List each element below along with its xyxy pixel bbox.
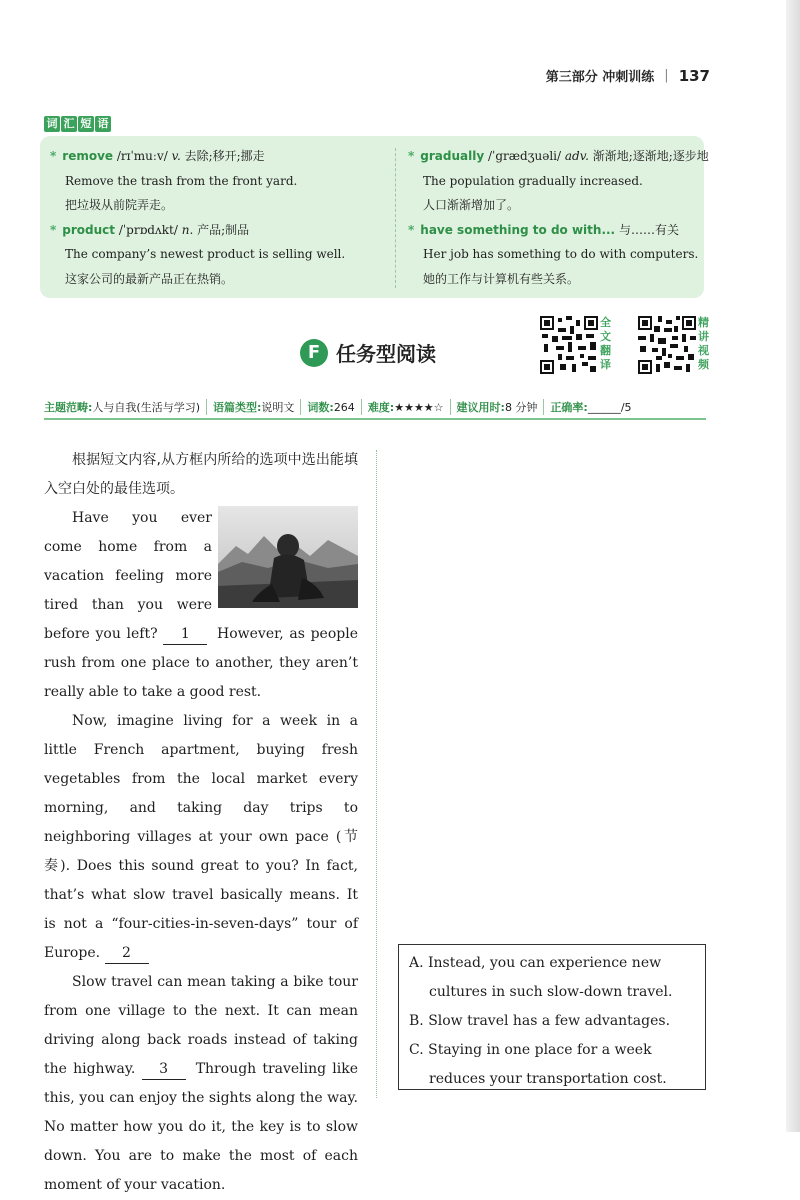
vocab-box [40,136,709,298]
paragraph-3: Slow travel can mean taking a bike tour from one village to the next. It can mean driving along back roads instead of taking the highway. 3 Through traveling like this, you can enjoy the sights along the way. No matter how you do it, the key is to slow down. You are to make the most of each moment of your vacation. [44,974,358,1193]
vocab-example-en: The population gradually increased. [423,173,643,188]
vocab-phonetic: /rɪˈmuːv/ [116,149,168,163]
qr-label-char: 文 [600,330,611,343]
qr-label-char: 视 [698,344,709,357]
vocab-word: product [62,222,116,237]
qr-code-icon[interactable] [540,316,598,374]
bullet-icon: * [408,222,415,237]
vocab-meaning: 去除;移开;挪走 [184,149,265,163]
passage-column-left [44,446,358,1200]
vocab-example-en: Her job has something to do with computers. [423,247,699,261]
meta-genre: 语篇类型:说明文 [207,399,301,415]
option-c[interactable]: C. Staying in one place for a week reduces your transportation cost. [409,1042,667,1087]
vocab-example-en: The company’s newest product is selling well. [65,247,346,261]
vocab-example-cn: 这家公司的最新产品正在热销。 [65,271,234,286]
qr-code-icon[interactable] [638,316,696,374]
page-number: 137 [678,66,710,85]
blank-3[interactable]: 3 [142,1059,186,1080]
vocab-tag-char: 语 [95,116,111,132]
option-a[interactable]: A. Instead, you can experience new cultures in such slow-down travel. [409,955,673,1000]
vocab-meaning: 渐渐地;逐渐地;逐步地 [592,149,709,163]
column-divider [376,450,377,1098]
bullet-icon: * [50,149,57,163]
header-separator: | [664,68,669,83]
paragraph-1: Have you ever come home from a vacation feeling more tired than you were before you left? 1 However, as people rush from one place to another, they aren’t really able to take a good rest. [44,504,358,707]
bullet-icon: * [50,222,57,237]
qr-label-char: 译 [600,358,611,371]
page-edge [786,0,800,1132]
vocab-pos: n. [181,222,194,237]
vocab-pos: v. [171,149,181,163]
vocab-meaning: 产品;制品 [197,222,250,237]
vocab-entry-head [408,218,700,243]
mountain-traveler-photo [218,506,358,608]
vocab-meaning: 与……有关 [618,222,679,237]
vocab-tag [44,116,111,132]
meta-bar [44,396,706,420]
vocab-column-left [50,144,370,291]
vocab-word: remove [62,149,114,163]
vocab-example-en: Remove the trash from the front yard. [65,173,298,188]
section-title [300,338,436,367]
qr-label [600,316,612,372]
vocab-tag-char: 短 [78,116,94,132]
instruction: 根据短文内容,从方框内所给的选项中选出能填入空白处的最佳选项。 [44,452,358,497]
vocab-word: gradually [420,149,485,163]
qr-label-char: 讲 [698,330,709,343]
vocab-phonetic: /ˈgrædʒuəli/ [488,149,562,163]
qr-label-char: 全 [600,316,611,329]
section-letter-badge: F [300,339,328,367]
options-box [398,944,706,1090]
vocab-word: have something to do with... [420,222,616,237]
page-header [546,66,710,85]
meta-accuracy: 正确率:______/5 [550,401,632,414]
section-title-text: 任务型阅读 [336,342,436,366]
blank-2[interactable]: 2 [105,943,149,964]
vocab-pos: adv. [564,149,589,163]
bullet-icon: * [408,149,415,163]
vocab-example-cn: 她的工作与计算机有些关系。 [423,271,580,286]
vocab-phonetic: /ˈprɒdʌkt/ [118,222,178,237]
qr-label-char: 频 [698,358,709,371]
qr-label-char: 翻 [600,344,611,357]
paragraph-2: Now, imagine living for a week in a little French apartment, buying fresh vegetables from the local market every morning, and taking day trips to neighboring villages at your own pace (节奏). Does this sound great to you? In fact, that’s what slow travel basically means. It is not a “four-cities-in-seven-days” tour of Europe. 2 [44,707,358,968]
meta-word-count: 词数:264 [301,399,361,415]
header-section: 第三部分 冲刺训练 [545,70,655,85]
vocab-divider [395,148,396,288]
qr-label [698,316,710,372]
vocab-tag-char: 词 [44,116,60,132]
vocab-entry-head [50,144,370,169]
blank-1[interactable]: 1 [163,624,207,645]
vocab-column-right [408,144,709,291]
meta-time: 建议用时:8 分钟 [451,399,545,415]
qr-label-char: 精 [698,316,709,329]
meta-theme: 主题范畴:人与自我(生活与学习) [44,399,207,415]
vocab-tag-char: 汇 [61,116,77,132]
option-b[interactable]: B. Slow travel has a few advantages. [409,1013,671,1029]
vocab-example-cn: 把垃圾从前院弄走。 [65,198,174,212]
vocab-entry-head [408,144,709,169]
vocab-entry-head [50,218,370,243]
meta-difficulty: 难度:★★★★☆ [362,399,451,415]
vocab-example-cn: 人口渐渐增加了。 [423,198,520,212]
